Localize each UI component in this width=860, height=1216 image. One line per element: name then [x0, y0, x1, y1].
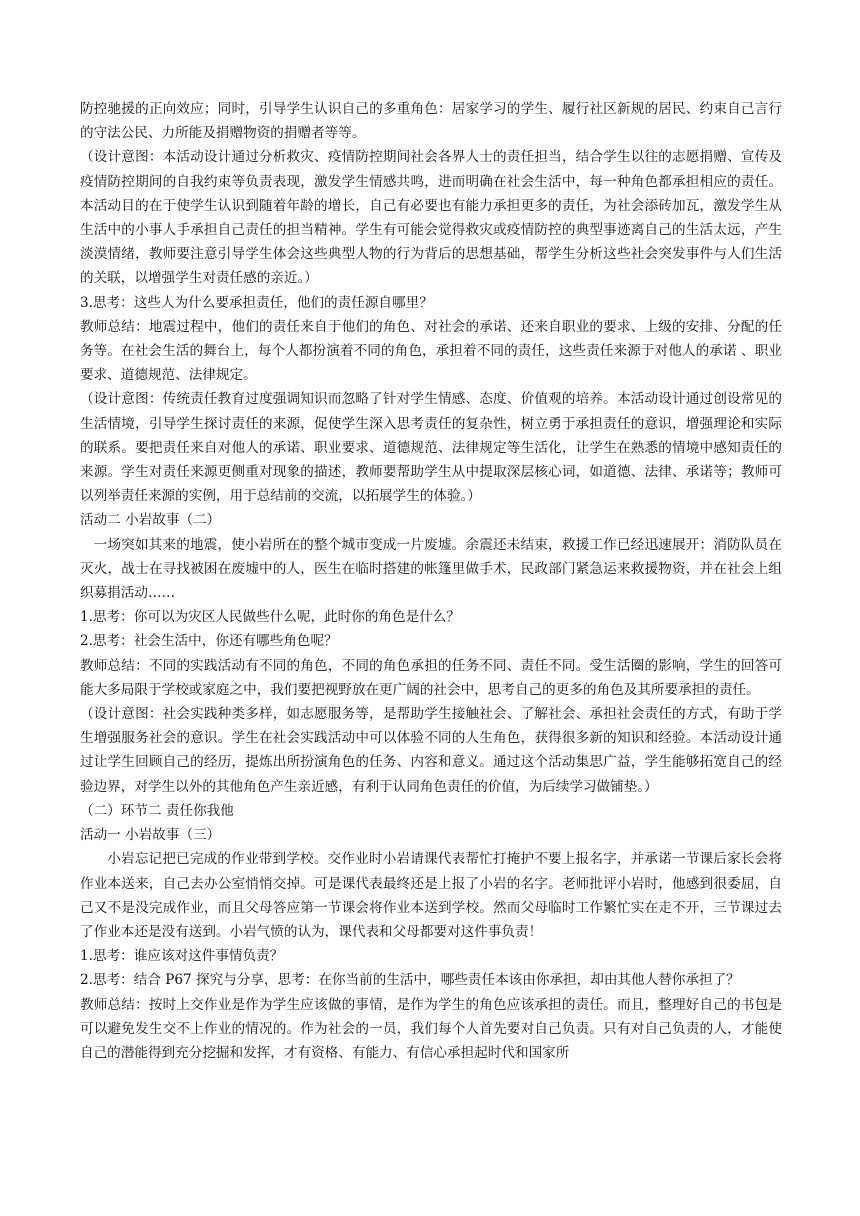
paragraph-design-intent-1: （设计意图：本活动设计通过分析救灾、疫情防控期间社会各界人士的责任担当，结合学生以往的志愿捐赠、宣传及疫情防控期间的自我约束等负责表现，激发学生情感共鸣，进而明确在社会生活中，每一种角色都承担相应的责任。本活动目的在于使学生认识到随着年龄的增长，自己有必要也有能力承担更多的责任，为社会添砖加瓦，激发学生从生活中的小事人手承担自己责任的担当精神。学生有可能会觉得救灾或疫情防控的典型事迹离自己的生活太远，产生淡漠情绪，教师要注意引导学生体会这些典型人物的行为背后的思想基础，帮学生分析这些社会突发事件与人们生活的关联，以增强学生对责任感的亲近。） [80, 149, 782, 287]
teacher-summary-3: 教师总结：按时上交作业是作为学生应该做的事情，是作为学生的角色应该承担的责任。而且，整理好自己的书包是可以避免发生交不上作业的情况的。作为社会的一员，我们每个人首先要对自己负责。只有对自己负责的人，才能使自己的潜能得到充分挖掘和发挥，才有资格、有能力、有信心承担起时代和国家所 [80, 996, 782, 1061]
story-2-text: 一场突如其来的地震，使小岩所在的整个城市变成一片废墟。余震还未结束，救援工作已经迅速展开：消防队员在灭火，战士在寻找被困在废墟中的人，医生在临时搭建的帐篷里做手术，民政部门紧急运来救援物资，并在社会上组织募捐活动…… [80, 536, 782, 602]
activity-2-heading: 活动二 小岩故事（二） [80, 512, 221, 529]
teacher-summary-1: 教师总结：地震过程中，他们的责任来自于他们的角色、对社会的承诺、还来自职业的要求、上级的安排、分配的任务等。在社会生活的舞台上，每个人都扮演着不同的角色，承担着不同的责任，这些责任来源于对他人的承诺 、职业要求、道德规范、法律规定。 [80, 318, 782, 384]
section-2-heading: （二）环节二 责任你我他 [80, 802, 234, 819]
activity-1-heading: 活动一 小岩故事（三） [80, 827, 221, 844]
teacher-summary-2: 教师总结：不同的实践活动有不同的角色，不同的角色承担的任务不同、责任不同。受生活圈的影响，学生的回答可能大多局限于学校或家庭之中，我们要把视野放在更广阔的社会中，思考自己的更多的角色及其所要承担的责任。 [80, 657, 782, 698]
paragraph-design-intent-3: （设计意图：社会实践种类多样，如志愿服务等，是帮助学生接触社会、了解社会、承担社会责任的方式，有助于学生增强服务社会的意识。学生在社会实践活动中可以体验不同的人生角色，获得很多新的知识和经验。本活动设计通过让学生回顾自己的经历，提炼出所扮演角色的任务、内容和意义。通过这个活动集思广益，学生能够拓宽自己的经验边界，对学生以外的其他角色产生亲近感，有利于认同角色责任的价值，为后续学习做铺垫。） [80, 706, 782, 795]
question-1-a: 1.思考：你可以为灾区人民做些什么呢，此时你的角色是什么？ [80, 609, 460, 626]
story-3-text: 小岩忘记把已完成的作业带到学校。交作业时小岩请课代表帮忙打掩护不要上报名字，并承诺一节课后家长会将作业本送来，自己去办公室悄悄交掉。可是课代表最终还是上报了小岩的名字。老师批评小岩时，他感到很委屈，自己又不是没完成作业，而且父母答应第一节课会将作业本送到学校。然而父母临时工作繁忙实在走不开，三节课过去了作业本还是没有送到。小岩气愤的认为，课代表和父母都要对这件事负责！ [80, 851, 782, 940]
question-2-b: 2.思考：结合 P67 探究与分享，思考：在你当前的生活中，哪些责任本该由你承担，却由其他人替你承担了？ [80, 972, 740, 989]
question-2-a: 2.思考：社会生活中，你还有哪些角色呢？ [80, 633, 338, 650]
paragraph-design-intent-2: （设计意图：传统责任教育过度强调知识而忽略了针对学生情感、态度、价值观的培养。本活动设计通过创设常见的生活情境，引导学生探讨责任的来源，促使学生深入思考责任的复杂性，树立勇于承担责任的意识，增强理论和实际的联系。要把责任来自对他人的承诺、职业要求、道德规范、法律规定等生活化，让学生在熟悉的情境中感知责任的来源。学生对责任来源更侧重对现象的描述，教师要帮助学生从中提取深层核心词，如道德、法律、承诺等；教师可以列举责任来源的实例，用于总结前的交流，以拓展学生的体验。） [80, 391, 782, 505]
question-3: 3.思考：这些人为什么要承担责任，他们的责任源自哪里？ [80, 294, 433, 311]
question-1-b: 1.思考：谁应该对这件事情负责？ [80, 948, 284, 965]
paragraph-prevention-effect: 防控驰援的正向效应；同时，引导学生认识自己的多重角色：居家学习的学生、履行社区新规的居民、约束自己言行的守法公民、力所能及捐赠物资的捐赠者等等。 [80, 101, 782, 142]
